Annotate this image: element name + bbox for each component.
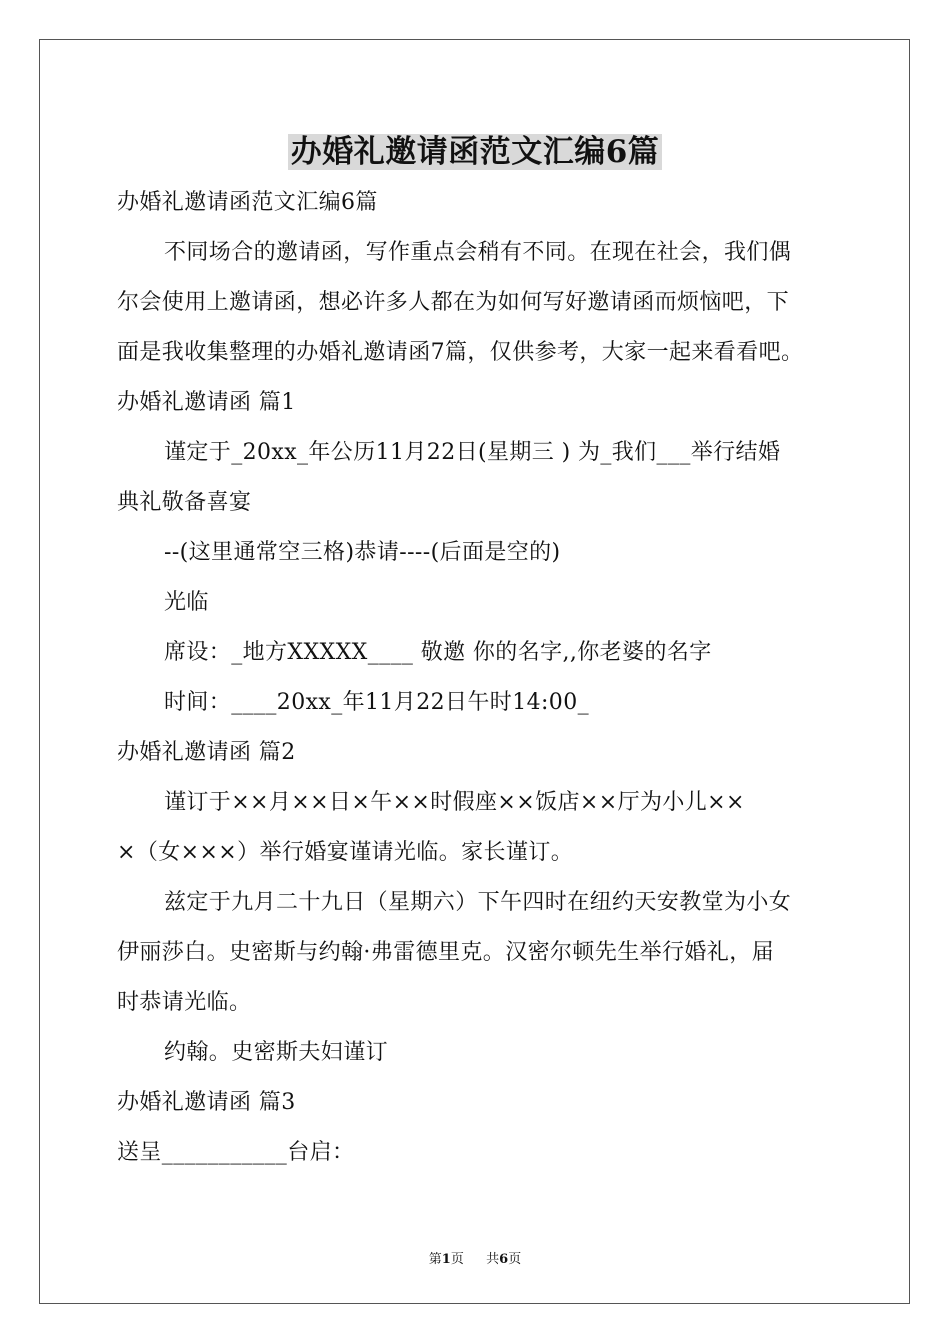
page-number xyxy=(429,1252,464,1267)
paragraph-line: 谨定于_20xx_年公历11月22日(星期三 ) 为_我们___举行结婚 xyxy=(164,440,781,465)
paragraph-line: ×（女×××）举行婚宴谨请光临。家长谨订。 xyxy=(117,840,574,865)
paragraph-line: 谨订于××月××日×午××时假座××饭店××厅为小儿×× xyxy=(164,790,745,815)
paragraph-line: 兹定于九月二十九日（星期六）下午四时在纽约天安教堂为小女 xyxy=(164,890,792,915)
page-total xyxy=(486,1252,521,1267)
document-title-text: 办婚礼邀请函范文汇编6篇 xyxy=(288,134,663,170)
paragraph-line: 不同场合的邀请函，写作重点会稍有不同。在现在社会，我们偶 xyxy=(164,240,792,265)
paragraph-line: 送呈___________台启： xyxy=(117,1140,355,1165)
paragraph-line: 尔会使用上邀请函，想必许多人都在为如何写好邀请函而烦恼吧，下 xyxy=(117,290,790,315)
paragraph-line: 时间：____20xx_年11月22日午时14:00_ xyxy=(164,690,589,715)
paragraph-line: 光临 xyxy=(164,590,209,615)
section-heading: 办婚礼邀请函 篇1 xyxy=(117,390,296,415)
page-current: 1 xyxy=(441,1252,451,1267)
paragraph-line: 席设：_地方XXXXX____ 敬邀 你的名字,,你老婆的名字 xyxy=(164,640,712,665)
page-suffix: 页 xyxy=(450,1252,464,1267)
paragraph-line: --(这里通常空三格)恭请----(后面是空的) xyxy=(164,540,561,565)
page-footer xyxy=(0,1248,950,1267)
section-heading: 办婚礼邀请函 篇3 xyxy=(117,1090,296,1115)
paragraph-line: 伊丽莎白。史密斯与约翰·弗雷德里克。汉密尔顿先生举行婚礼，届 xyxy=(117,940,774,965)
total-count: 6 xyxy=(499,1252,509,1267)
subtitle-line: 办婚礼邀请函范文汇编6篇 xyxy=(117,190,378,215)
section-heading: 办婚礼邀请函 篇2 xyxy=(117,740,296,765)
total-suffix: 页 xyxy=(508,1252,522,1267)
paragraph-line: 典礼敬备喜宴 xyxy=(117,490,252,515)
document-title xyxy=(0,126,950,171)
total-prefix: 共 xyxy=(486,1252,500,1267)
paragraph-line: 时恭请光临。 xyxy=(117,990,252,1015)
paragraph-line: 面是我收集整理的办婚礼邀请函7篇，仅供参考，大家一起来看看吧。 xyxy=(117,340,804,365)
page-prefix: 第 xyxy=(428,1252,442,1267)
paragraph-line: 约翰。史密斯夫妇谨订 xyxy=(164,1040,389,1065)
